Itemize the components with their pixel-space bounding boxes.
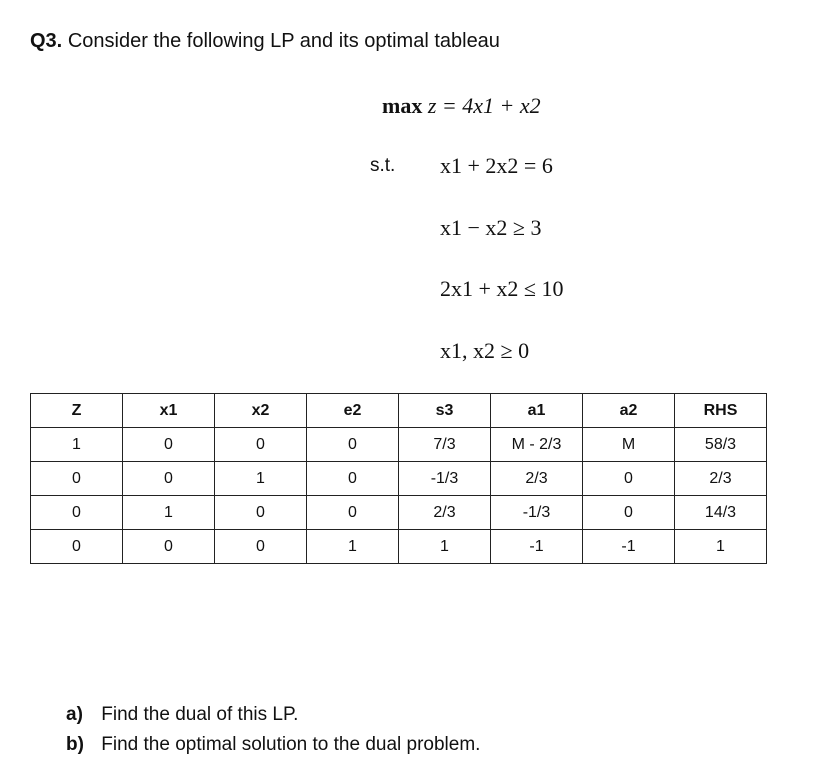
header-cell: RHS bbox=[675, 394, 767, 428]
header-cell: a2 bbox=[583, 394, 675, 428]
header-cell: e2 bbox=[307, 394, 399, 428]
table-cell: 0 bbox=[307, 462, 399, 496]
table-cell: -1 bbox=[583, 530, 675, 564]
objective-expression: z = 4x1 + x2 bbox=[427, 93, 541, 118]
table-cell: 1 bbox=[31, 428, 123, 462]
table-cell: 2/3 bbox=[491, 462, 583, 496]
objective-keyword: max bbox=[382, 93, 423, 118]
table-cell: 1 bbox=[215, 462, 307, 496]
table-cell: 14/3 bbox=[675, 496, 767, 530]
table-cell: 58/3 bbox=[675, 428, 767, 462]
part-a-text: Find the dual of this LP. bbox=[101, 704, 299, 725]
table-row bbox=[31, 530, 767, 564]
constraint-2: x1 − x2 ≥ 3 bbox=[440, 215, 542, 240]
question-text: Consider the following LP and its optimal tableau bbox=[67, 30, 500, 52]
header-cell: Z bbox=[31, 394, 123, 428]
constraint-nonnegativity: x1, x2 ≥ 0 bbox=[440, 338, 530, 363]
table-cell: 0 bbox=[31, 496, 123, 530]
header-cell: x2 bbox=[215, 394, 307, 428]
table-cell: 1 bbox=[399, 530, 491, 564]
subject-to-label: s.t. bbox=[370, 155, 396, 176]
table-cell: 0 bbox=[307, 496, 399, 530]
question-number: Q3. bbox=[30, 30, 63, 52]
part-a-label: a) bbox=[66, 704, 83, 725]
header-cell: a1 bbox=[491, 394, 583, 428]
table-cell: 0 bbox=[583, 496, 675, 530]
tableau-header-row bbox=[31, 394, 767, 428]
table-cell: 1 bbox=[307, 530, 399, 564]
part-b bbox=[66, 734, 480, 756]
table-cell: M - 2/3 bbox=[491, 428, 583, 462]
table-cell: 0 bbox=[215, 530, 307, 564]
table-cell: 0 bbox=[123, 428, 215, 462]
table-cell: 7/3 bbox=[399, 428, 491, 462]
table-cell: 0 bbox=[123, 462, 215, 496]
table-cell: 0 bbox=[215, 428, 307, 462]
table-cell: M bbox=[583, 428, 675, 462]
header-cell: s3 bbox=[399, 394, 491, 428]
optimal-tableau bbox=[30, 393, 767, 564]
table-row bbox=[31, 428, 767, 462]
constraint-1: x1 + 2x2 = 6 bbox=[440, 153, 553, 178]
header-cell: x1 bbox=[123, 394, 215, 428]
part-b-text: Find the optimal solution to the dual problem. bbox=[101, 734, 481, 755]
table-cell: -1/3 bbox=[491, 496, 583, 530]
table-cell: -1 bbox=[491, 530, 583, 564]
table-row bbox=[31, 462, 767, 496]
table-cell: 0 bbox=[123, 530, 215, 564]
table-cell: 0 bbox=[31, 462, 123, 496]
table-cell: 1 bbox=[123, 496, 215, 530]
part-a bbox=[66, 704, 298, 726]
table-cell: 2/3 bbox=[675, 462, 767, 496]
table-cell: 0 bbox=[215, 496, 307, 530]
table-cell: 1 bbox=[675, 530, 767, 564]
table-row bbox=[31, 496, 767, 530]
objective-function bbox=[382, 93, 541, 119]
part-b-label: b) bbox=[66, 734, 84, 755]
table-cell: -1/3 bbox=[399, 462, 491, 496]
constraint-3: 2x1 + x2 ≤ 10 bbox=[440, 276, 564, 301]
table-cell: 0 bbox=[583, 462, 675, 496]
question-title bbox=[30, 30, 500, 53]
table-cell: 0 bbox=[31, 530, 123, 564]
table-cell: 2/3 bbox=[399, 496, 491, 530]
table-cell: 0 bbox=[307, 428, 399, 462]
